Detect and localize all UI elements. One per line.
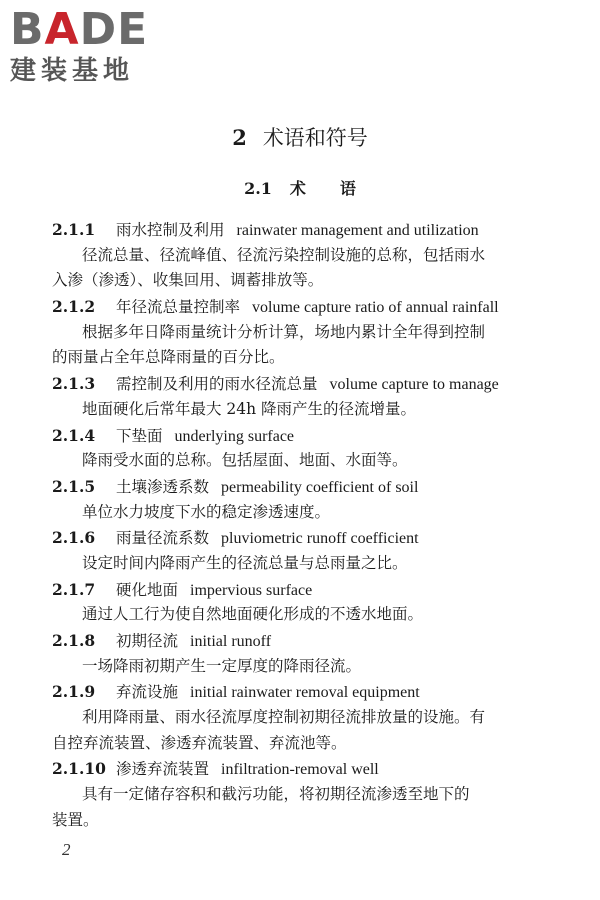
term-definition: 降雨受水面的总称。包括屋面、地面、水面等。 <box>82 451 408 470</box>
term-english: pluviometric runoff coefficient <box>221 530 419 548</box>
term-list <box>52 217 542 834</box>
term-code: 2.1.4 <box>52 425 96 445</box>
term-english: rainwater management and utilization <box>236 222 479 239</box>
term-definition: 装置。 <box>52 810 99 829</box>
term-english: impervious surface <box>190 581 313 599</box>
term-chinese: 需控制及利用的雨水径流总量 <box>116 375 318 394</box>
term-chinese: 硬化地面 <box>116 580 179 599</box>
bade-logo <box>10 6 180 86</box>
logo-wordmark <box>10 6 180 54</box>
section-title-a: 术 <box>289 179 306 198</box>
term-chinese: 土壤渗透系数 <box>116 477 210 496</box>
term-definition: 地面硬化后常年最大 24h 降雨产生的径流增量。 <box>82 399 417 418</box>
logo-letter-a: A <box>44 4 80 55</box>
section-number: 2.1 <box>244 179 272 198</box>
term-chinese: 雨量径流系数 <box>116 529 210 548</box>
term-chinese: 雨水控制及利用 <box>116 221 225 239</box>
term-heading <box>52 474 542 500</box>
term-definition: 单位水力坡度下水的稳定渗透速度。 <box>82 502 331 521</box>
term-heading <box>52 423 542 449</box>
term-definition: 入渗（渗透）、收集回用、调蓄排放等。 <box>52 271 324 290</box>
term-definition: 设定时间内降雨产生的径流总量与总雨量之比。 <box>82 553 408 572</box>
term-english: infiltration-removal well <box>221 761 379 779</box>
term-definition: 根据多年日降雨量统计分析计算，场地内累计全年得到控制 <box>82 322 486 341</box>
chapter-heading <box>0 123 600 153</box>
term-definition: 的雨量占全年总降雨量的百分比。 <box>52 348 285 367</box>
term-chinese: 弃流设施 <box>116 683 179 702</box>
term-definition: 自控弃流装置、渗透弃流装置、弃流池等。 <box>52 733 347 752</box>
term-english: volume capture ratio of annual rainfall <box>252 299 499 317</box>
term-heading <box>52 217 542 243</box>
term-heading <box>52 756 542 782</box>
term-heading <box>52 371 542 397</box>
section-heading <box>0 178 600 200</box>
term-english: permeability coefficient of soil <box>221 478 419 496</box>
term-code: 2.1.9 <box>52 682 96 702</box>
logo-letters-left: B <box>10 4 45 55</box>
term-heading <box>52 679 542 705</box>
term-definition: 利用降雨量、雨水径流厚度控制初期径流排放量的设施。有 <box>82 708 486 727</box>
term-code: 2.1.8 <box>52 631 96 650</box>
term-code: 2.1.7 <box>52 579 96 599</box>
term-code: 2.1.10 <box>52 759 106 779</box>
chapter-number: 2 <box>232 125 247 150</box>
term-code: 2.1.1 <box>52 220 96 239</box>
logo-subtitle: 建装基地 <box>10 56 135 86</box>
chapter-title: 术语和符号 <box>262 126 368 150</box>
term-heading <box>52 628 542 654</box>
term-definition: 具有一定储存容积和截污功能，将初期径流渗透至地下的 <box>82 785 470 804</box>
term-chinese: 下垫面 <box>116 426 163 445</box>
term-english: initial runoff <box>190 633 272 650</box>
term-heading <box>52 577 542 603</box>
page-number: 2 <box>62 840 71 859</box>
term-chinese: 年径流总量控制率 <box>116 298 241 317</box>
term-code: 2.1.5 <box>52 476 96 496</box>
term-english: initial rainwater removal equipment <box>190 684 420 702</box>
term-chinese: 初期径流 <box>116 632 179 650</box>
term-code: 2.1.3 <box>52 374 96 394</box>
term-definition: 通过人工行为使自然地面硬化形成的不透水地面。 <box>82 605 424 624</box>
term-definition: 一场降雨初期产生一定厚度的降雨径流。 <box>82 656 362 675</box>
term-english: underlying surface <box>174 427 295 445</box>
section-title-b: 语 <box>339 179 356 198</box>
term-code: 2.1.2 <box>52 297 96 317</box>
logo-letters-right: DE <box>79 4 149 55</box>
term-definition: 径流总量、径流峰值、径流污染控制设施的总称，包括雨水 <box>82 245 486 264</box>
term-heading <box>52 294 542 320</box>
term-heading <box>52 525 542 551</box>
term-chinese: 渗透弃流装置 <box>116 760 210 779</box>
term-english: volume capture to manage <box>329 376 499 394</box>
term-code: 2.1.6 <box>52 528 96 548</box>
